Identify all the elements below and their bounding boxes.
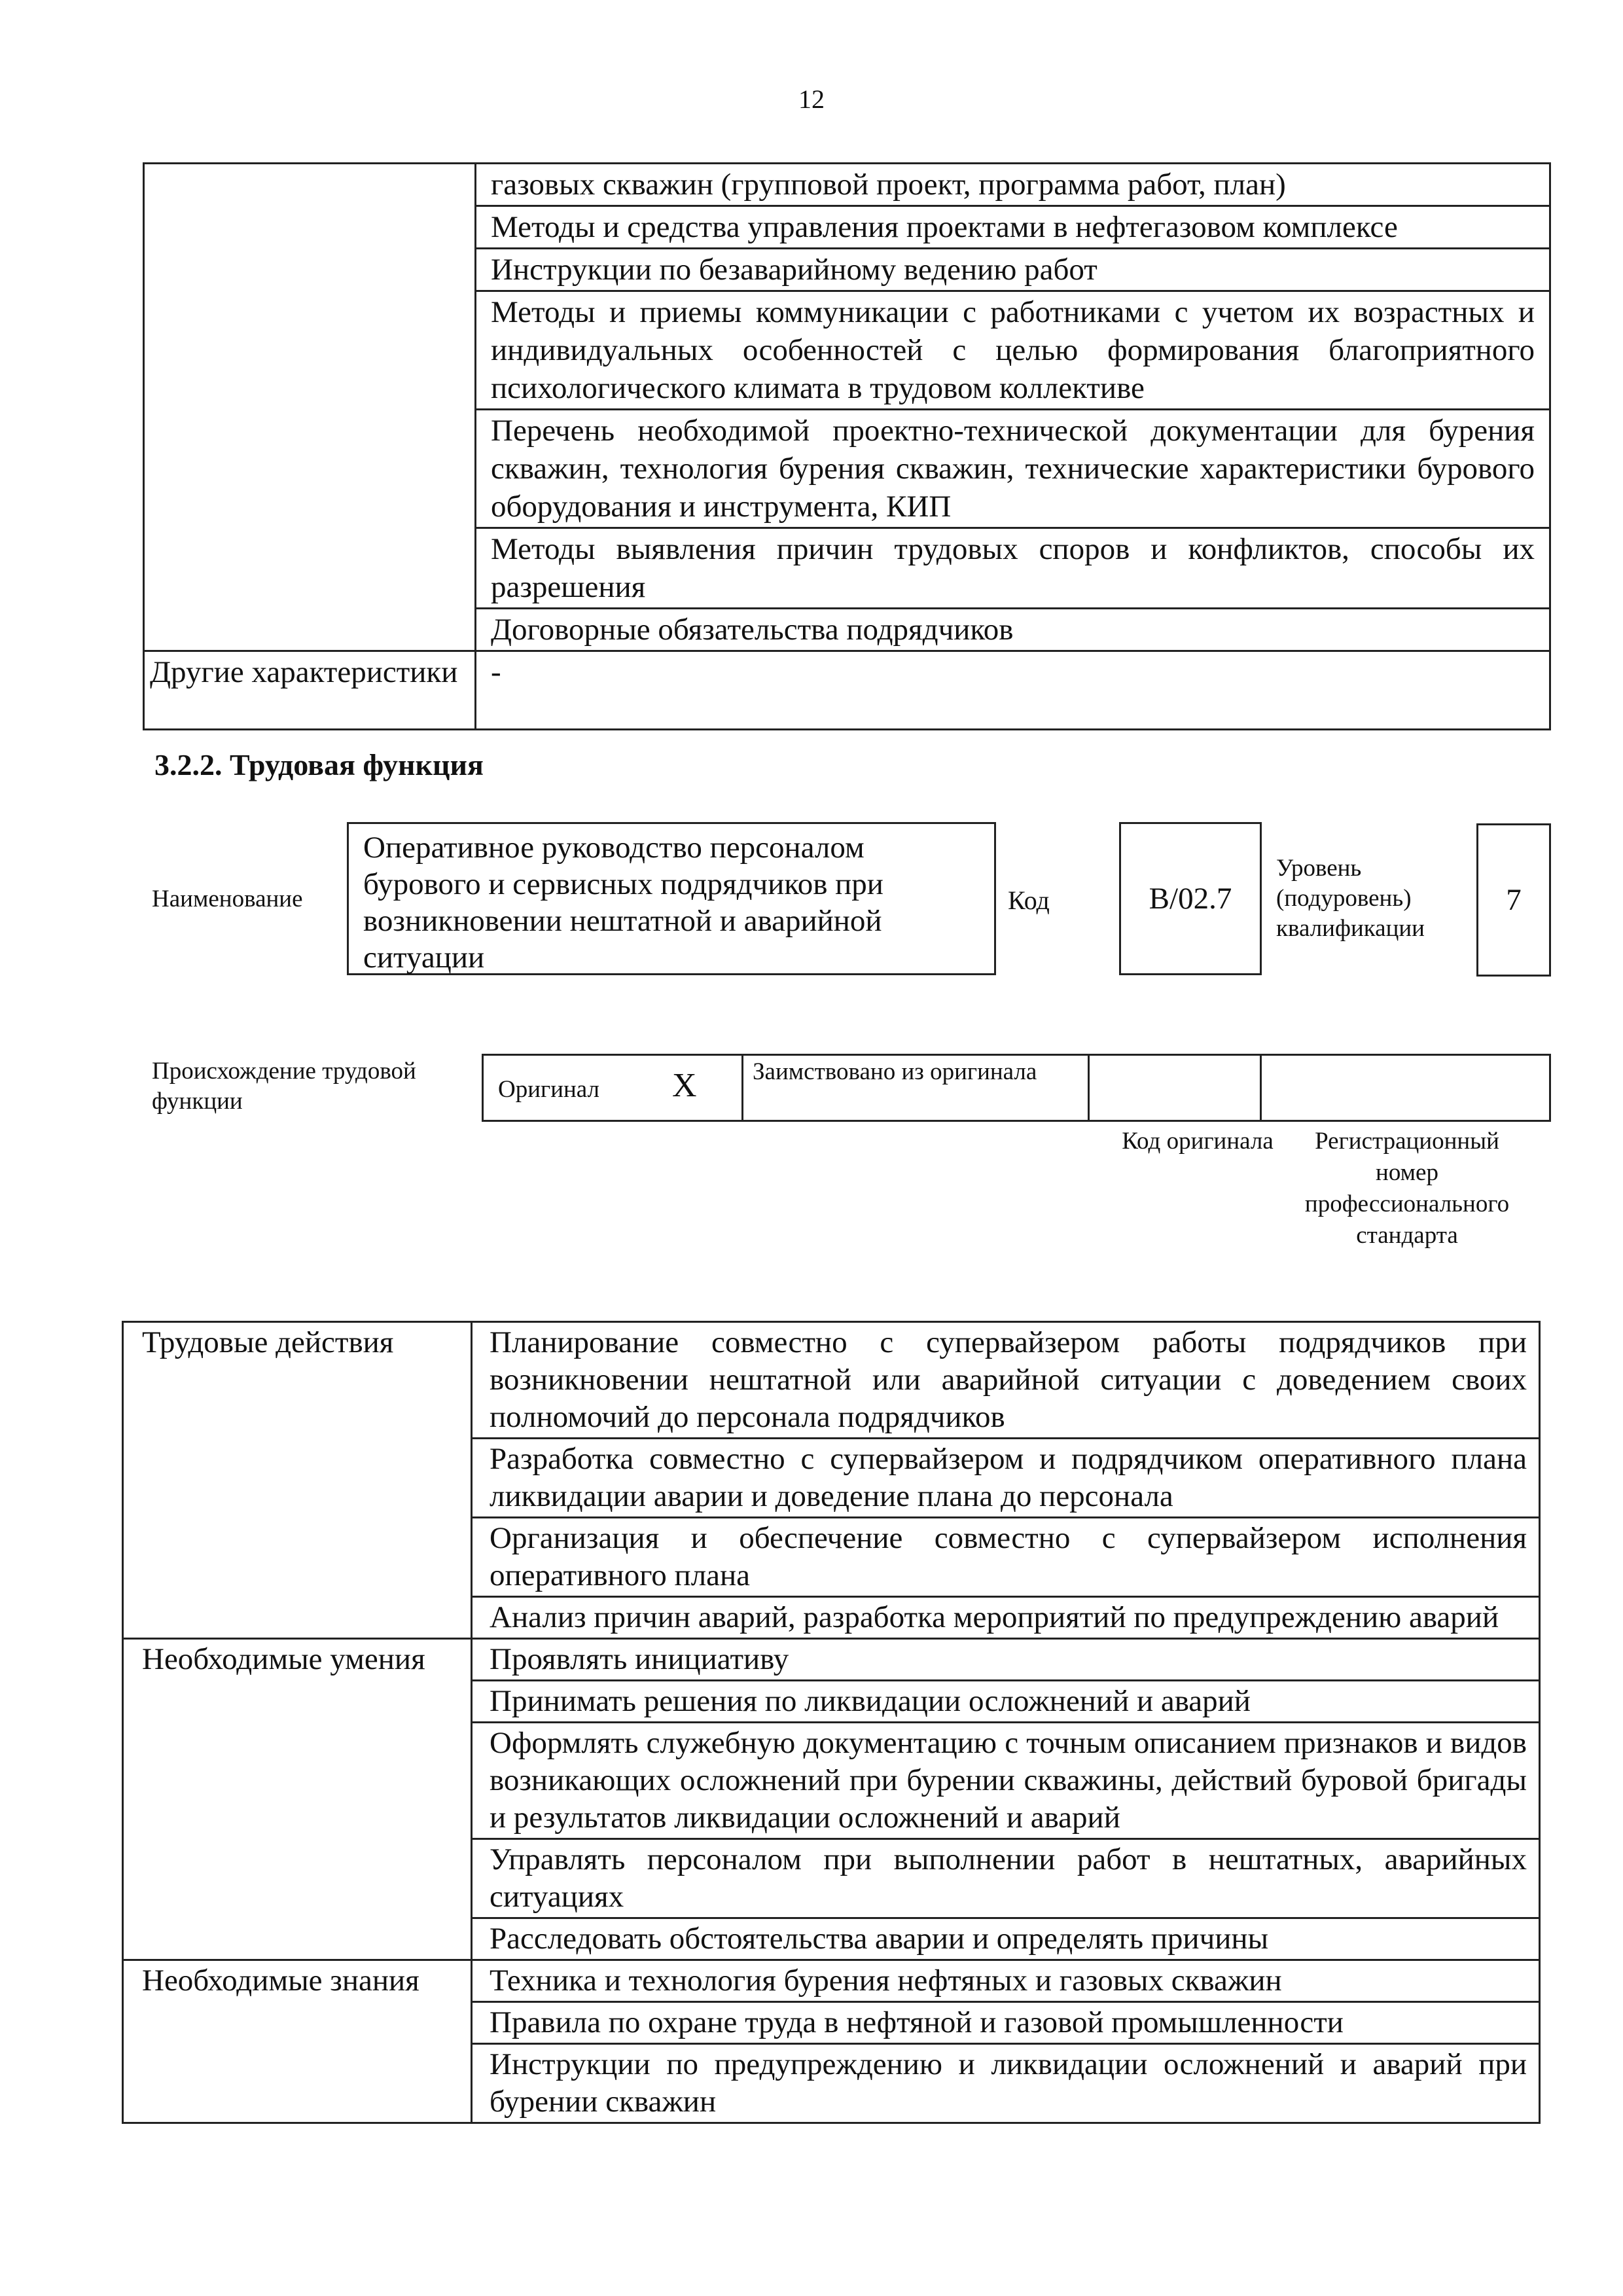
skills-label: Необходимые умения (123, 1639, 472, 1960)
action-row: Планирование совместно с супервайзером работы подрядчиков при возникновении нештатной или аварийной ситуации с доведением своих полномочий до персонала подрядчиков (472, 1322, 1540, 1439)
top-knowledge-row: Инструкции по безаварийному ведению работ (476, 249, 1550, 291)
other-characteristics-value: - (476, 651, 1550, 730)
code-label: Код (1008, 886, 1050, 915)
reg-number-cell (1261, 1055, 1550, 1121)
knowledge-row: Инструкции по предупреждению и ликвидации осложнений и аварий при бурении скважин (472, 2044, 1540, 2123)
original-mark: X (672, 1067, 697, 1104)
top-knowledge-row: Методы и средства управления проектами в нефтегазовом комплексе (476, 206, 1550, 249)
top-knowledge-table (143, 162, 1551, 730)
knowledge-label: Необходимые знания (123, 1960, 472, 2123)
other-characteristics-label: Другие характеристики (144, 651, 476, 730)
top-knowledge-row: газовых скважин (групповой проект, программа работ, план) (476, 164, 1550, 206)
actions-label: Трудовые действия (123, 1322, 472, 1639)
page-number: 12 (798, 84, 825, 114)
top-knowledge-row: Методы и приемы коммуникации с работниками с учетом их возрастных и индивидуальных особенностей с целью формирования благоприятного психологического климата в трудовом коллективе (476, 291, 1550, 410)
original-label: Оригинал (498, 1076, 600, 1103)
skill-row: Расследовать обстоятельства аварии и определять причины (472, 1918, 1540, 1960)
action-row: Организация и обеспечение совместно с супервайзером исполнения оперативного плана (472, 1518, 1540, 1597)
level-value-box: 7 (1476, 823, 1551, 977)
knowledge-row: Техника и технология бурения нефтяных и газовых скважин (472, 1960, 1540, 2002)
knowledge-row: Правила по охране труда в нефтяной и газовой промышленности (472, 2002, 1540, 2044)
skill-row: Принимать решения по ликвидации осложнений и аварий (472, 1681, 1540, 1723)
code-original-caption: Код оригинала (1122, 1128, 1274, 1155)
code-value-box: B/02.7 (1119, 822, 1262, 975)
code-original-cell (1089, 1055, 1261, 1121)
name-label: Наименование (152, 886, 303, 912)
main-function-table (122, 1321, 1541, 2124)
top-knowledge-row: Договорные обязательства подрядчиков (476, 609, 1550, 651)
reg-number-caption: Регистрационный номер профессионального стандарта (1304, 1128, 1510, 1249)
function-name-box: Оперативное руководство персоналом бурового и сервисных подрядчиков при возникновении нештатной и аварийной ситуации (347, 822, 996, 975)
top-knowledge-row: Перечень необходимой проектно-технической документации для бурения скважин, технология бурения скважин, технические характеристики бурового оборудования и инструмента, КИП (476, 410, 1550, 528)
skill-row: Оформлять служебную документацию с точным описанием признаков и видов возникающих осложнений при бурении скважины, действий буровой бригады и результатов ликвидации осложнений и аварий (472, 1723, 1540, 1839)
borrowed-label: Заимствовано из оригинала (753, 1058, 1037, 1085)
level-label: Уровень (подуровень) квалификации (1276, 855, 1425, 942)
action-row: Разработка совместно с супервайзером и подрядчиком оперативного плана ликвидации аварии и доведение плана до персонала (472, 1439, 1540, 1518)
skill-row: Управлять персоналом при выполнении работ в нештатных, аварийных ситуациях (472, 1839, 1540, 1918)
top-table-empty-label-cell (144, 164, 476, 651)
borrowed-cell (743, 1055, 1089, 1121)
original-cell (483, 1055, 743, 1121)
section-title: 3.2.2. Трудовая функция (154, 748, 484, 781)
origin-label: Происхождение трудовой функции (152, 1058, 416, 1115)
origin-table (482, 1054, 1551, 1122)
action-row: Анализ причин аварий, разработка мероприятий по предупреждению аварий (472, 1597, 1540, 1639)
skill-row: Проявлять инициативу (472, 1639, 1540, 1681)
top-knowledge-row: Методы выявления причин трудовых споров и конфликтов, способы их разрешения (476, 528, 1550, 609)
